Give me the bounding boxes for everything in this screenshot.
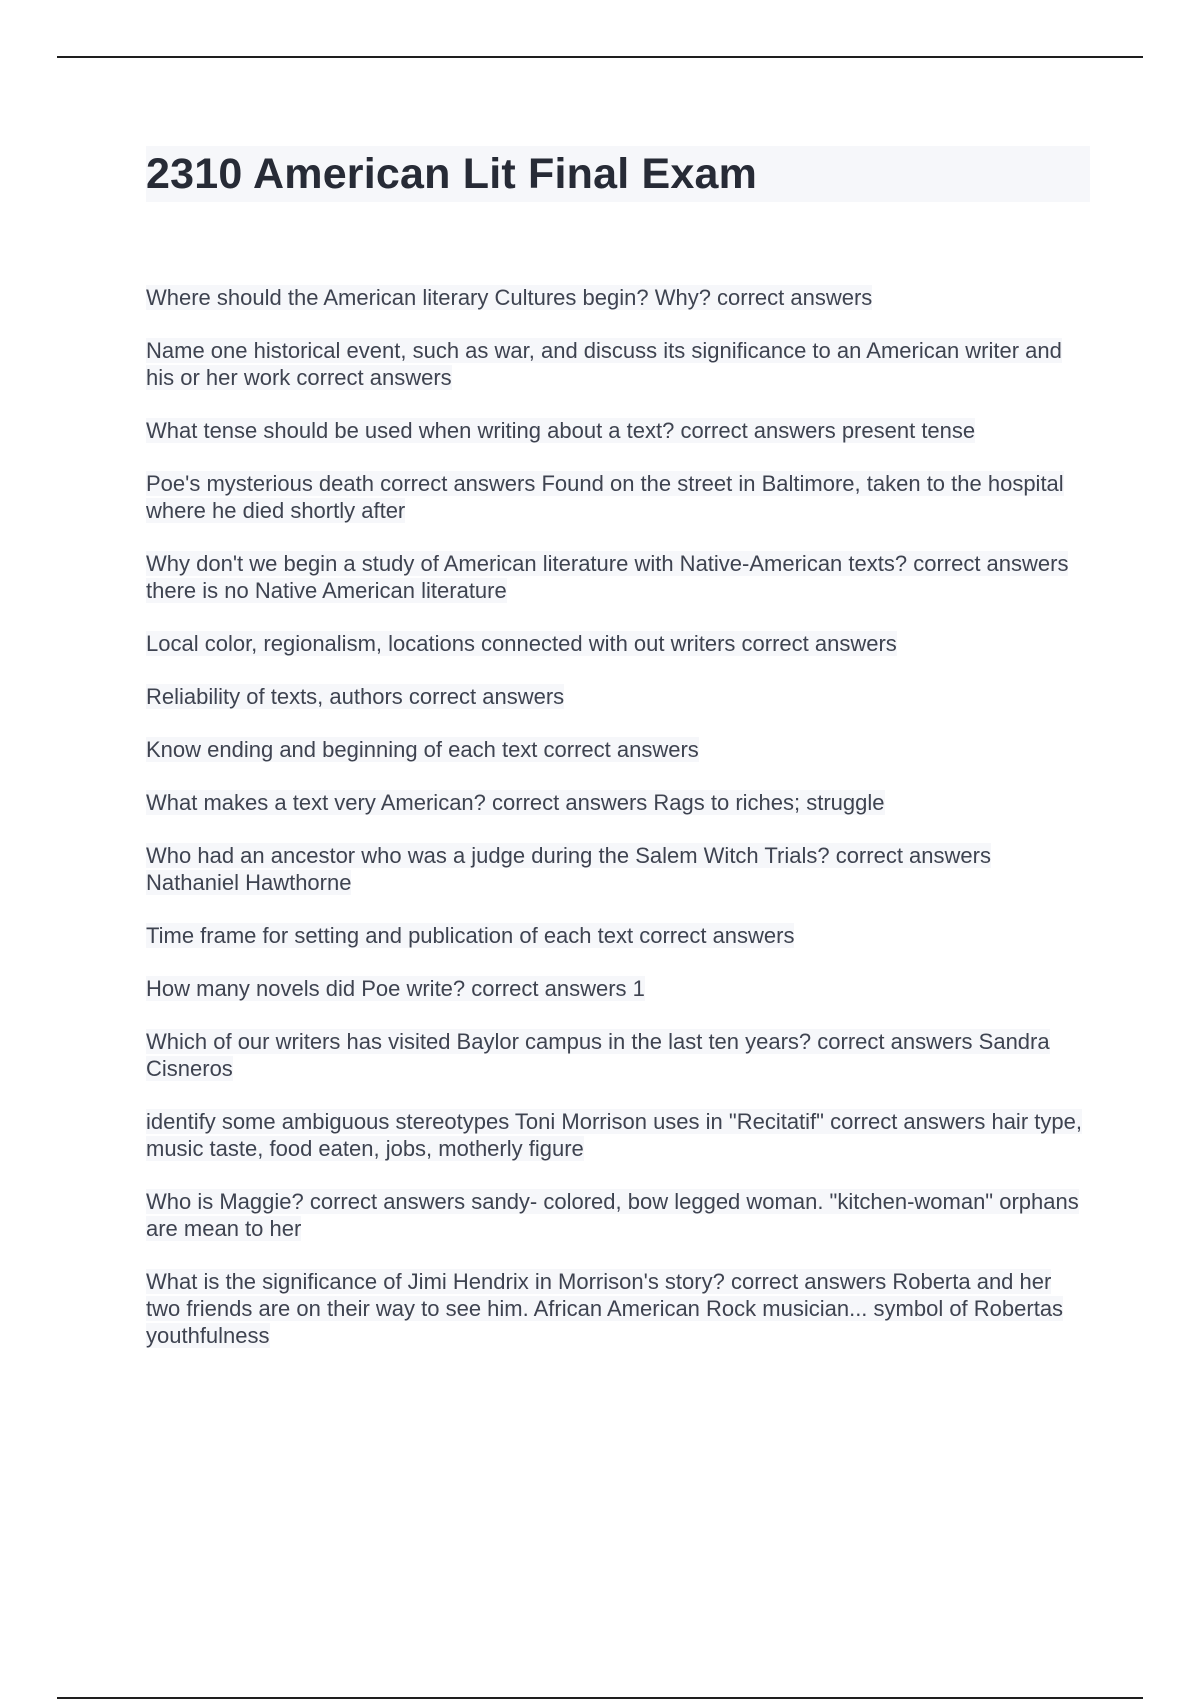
- qa-text: Which of our writers has visited Baylor campus in the last ten years? correct answers Sandra Cisneros: [146, 1029, 1050, 1081]
- qa-item: [146, 842, 1090, 896]
- qa-text: Who had an ancestor who was a judge during the Salem Witch Trials? correct answers Nathaniel Hawthorne: [146, 843, 991, 895]
- qa-item: [146, 1188, 1090, 1242]
- qa-text: Poe's mysterious death correct answers Found on the street in Baltimore, taken to the hospital where he died shortly after: [146, 471, 1064, 523]
- qa-item: [146, 1268, 1090, 1349]
- qa-text: What makes a text very American? correct answers Rags to riches; struggle: [146, 790, 885, 815]
- qa-item: [146, 683, 1090, 710]
- qa-text: Reliability of texts, authors correct answers: [146, 684, 565, 709]
- qa-text: Name one historical event, such as war, and discuss its significance to an American writer and his or her work correct answers: [146, 338, 1062, 390]
- qa-text: Who is Maggie? correct answers sandy- colored, bow legged woman. "kitchen-woman" orphans are mean to her: [146, 1189, 1079, 1241]
- document-title: 2310 American Lit Final Exam: [146, 150, 758, 198]
- qa-item: [146, 550, 1090, 604]
- qa-item: [146, 789, 1090, 816]
- qa-text: Local color, regionalism, locations connected with out writers correct answers: [146, 631, 897, 656]
- qa-item: [146, 736, 1090, 763]
- document-page: [146, 146, 1090, 1375]
- qa-item: [146, 470, 1090, 524]
- qa-text: Where should the American literary Cultures begin? Why? correct answers: [146, 285, 873, 310]
- qa-text: Time frame for setting and publication of each text correct answers: [146, 923, 795, 948]
- bottom-rule: [57, 1697, 1143, 1699]
- qa-text: What is the significance of Jimi Hendrix in Morrison's story? correct answers Roberta and her two friends are on their way to see him. African American Rock musician... symbol of Robertas youthfulness: [146, 1269, 1064, 1348]
- top-rule: [57, 56, 1143, 58]
- qa-text: Why don't we begin a study of American literature with Native-American texts? correct answers there is no Native American literature: [146, 551, 1069, 603]
- qa-item: [146, 284, 1090, 311]
- qa-item: [146, 337, 1090, 391]
- title-block: [146, 146, 1090, 202]
- qa-item: [146, 417, 1090, 444]
- qa-item: [146, 922, 1090, 949]
- qa-text: identify some ambiguous stereotypes Toni Morrison uses in "Recitatif" correct answers hair type, music taste, food eaten, jobs, motherly figure: [146, 1109, 1082, 1161]
- question-answer-list: [146, 284, 1090, 1349]
- qa-item: [146, 975, 1090, 1002]
- qa-text: Know ending and beginning of each text correct answers: [146, 737, 699, 762]
- qa-item: [146, 630, 1090, 657]
- qa-text: How many novels did Poe write? correct answers 1: [146, 976, 645, 1001]
- qa-item: [146, 1028, 1090, 1082]
- qa-text: What tense should be used when writing about a text? correct answers present tense: [146, 418, 976, 443]
- qa-item: [146, 1108, 1090, 1162]
